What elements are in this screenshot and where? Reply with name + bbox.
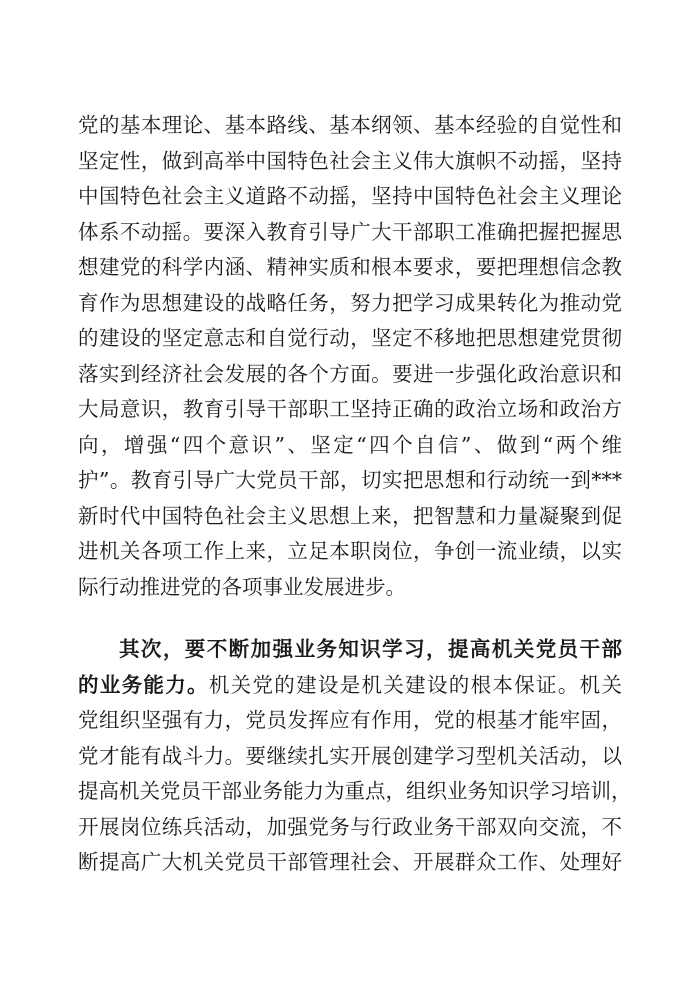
text-line: 坚定性，做到高举中国特色社会主义伟大旗帜不动摇，坚持 — [78, 148, 622, 173]
paragraph-ideological-building — [78, 108, 622, 605]
text-line: 党的基本理论、基本路线、基本纲领、基本经验的自觉性和 — [78, 113, 622, 137]
text-line: 大局意识，教育引导干部职工坚持正确的政治立场和政治方 — [78, 397, 622, 421]
text-line: 中国特色社会主义道路不动摇，坚持中国特色社会主义理论 — [78, 184, 622, 208]
text-line-rest: 机关党的建设是机关建设的根本保证。机关 — [208, 672, 622, 697]
text-line: 开展岗位练兵活动，加强党务与行政业务干部双向交流，不 — [78, 814, 622, 839]
text-line: 提高机关党员干部业务能力为重点，组织业务知识学习培训， — [78, 779, 632, 803]
text-line — [78, 668, 622, 704]
text-line: 育作为思想建设的战略任务，努力把学习成果转化为推动党 — [78, 290, 622, 315]
section-heading-tail: 的业务能力。 — [78, 672, 209, 697]
text-line: 断提高广大机关党员干部管理社会、开展群众工作、处理好 — [78, 850, 622, 874]
text-line: 想建党的科学内涵、精神实质和根本要求，要把理想信念教 — [78, 255, 622, 279]
text-line: 进机关各项工作上来，立足本职岗位，争创一流业绩，以实 — [78, 539, 622, 563]
text-line: 党才能有战斗力。要继续扎实开展创建学习型机关活动，以 — [78, 743, 622, 768]
section-heading-line: 其次，要不断加强业务知识学习，提高机关党员干部 — [119, 637, 622, 661]
text-line: 落实到经济社会发展的各个方面。要进一步强化政治意识和 — [78, 361, 622, 386]
text-line: 向，增强“四个意识”、坚定“四个自信”、做到“两个维 — [78, 432, 622, 457]
paragraph-business-knowledge — [78, 632, 632, 881]
text-line: 新时代中国特色社会主义思想上来，把智慧和力量凝聚到促 — [78, 503, 622, 528]
text-line: 护”。教育引导广大党员干部，切实把思想和行动统一到*** — [78, 468, 622, 492]
text-line: 党组织坚强有力，党员发挥应有作用，党的根基才能牢固， — [78, 708, 622, 732]
text-line: 体系不动摇。要深入教育引导广大干部职工准确把握把握思 — [78, 219, 622, 244]
text-line: 的建设的坚定意志和自觉行动，坚定不移地把思想建党贯彻 — [78, 326, 622, 350]
text-line: 际行动推进党的各项事业发展进步。 — [78, 574, 406, 599]
